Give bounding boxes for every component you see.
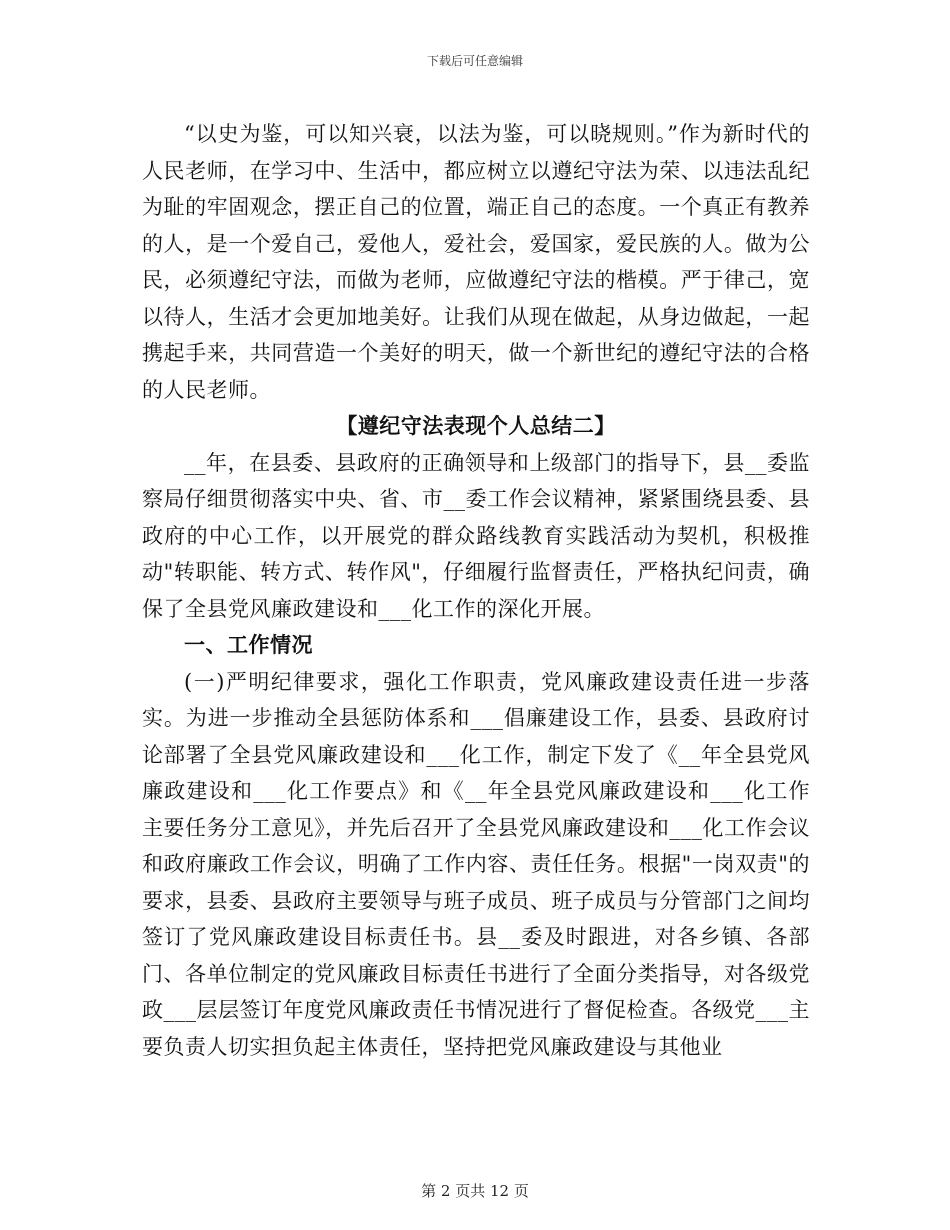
page-header: 下载后可任意编辑 bbox=[426, 54, 523, 68]
paragraph-intro: __年，在县委、县政府的正确领导和上级部门的指导下，县__委监察局仔细贯彻落实中央、省、市__委工作会议精神，紧紧围绕县委、县政府的中心工作，以开展党的群众路线教育实践活动为契机，积极推动"转职能、转方式、转作风"，仔细履行监督责任，严格执纪问责，确保了全县党风廉政建设和___化工作的深化开展。 bbox=[142, 450, 810, 621]
section-title: 【遵纪守法表现个人总结二】 bbox=[336, 413, 616, 438]
paragraph-conclusion: “以史为鉴，可以知兴衰，以法为鉴，可以晓规则。”作为新时代的人民老师，在学习中、生活中，都应树立以遵纪守法为荣、以违法乱纪为耻的牢固观念，摆正自己的位置，端正自己的态度。一个真正有教养的人，是一个爱自己，爱他人，爱社会，爱国家，爱民族的人。做为公民，必须遵纪守法，而做为老师，应做遵纪守法的楷模。严于律己，宽以待人，生活才会更加地美好。让我们从现在做起，从身边做起，一起携起手来，共同营造一个美好的明天，做一个新世纪的遵纪守法的合格的人民老师。 bbox=[142, 122, 810, 402]
document-body bbox=[142, 116, 810, 1065]
paragraph-item-1: (一)严明纪律要求，强化工作职责，党风廉政建设责任进一步落实。为进一步推动全县惩防体系和___倡廉建设工作，县委、县政府讨论部署了全县党风廉政建设和___化工作，制定下发了《__年全县党风廉政建设和___化工作要点》和《__年全县党风廉政建设和___化工作主要任务分工意见》，并先后召开了全县党风廉政建设和___化工作会议和政府廉政工作会议，明确了工作内容、责任任务。根据"一岗双责"的要求，县委、县政府主要领导与班子成员、班子成员与分管部门之间均签订了党风廉政建设目标责任书。县__委及时跟进，对各乡镇、各部门、各单位制定的党风廉政目标责任书进行了全面分类指导，对各级党政___层层签订年度党风廉政责任书情况进行了督促检查。各级党___主要负责人切实担负起主体责任，坚持把党风廉政建设与其他业 bbox=[142, 669, 810, 1059]
heading-work-situation: 一、工作情况 bbox=[184, 632, 313, 657]
page-number: 第 2 页共 12 页 bbox=[421, 1182, 529, 1200]
